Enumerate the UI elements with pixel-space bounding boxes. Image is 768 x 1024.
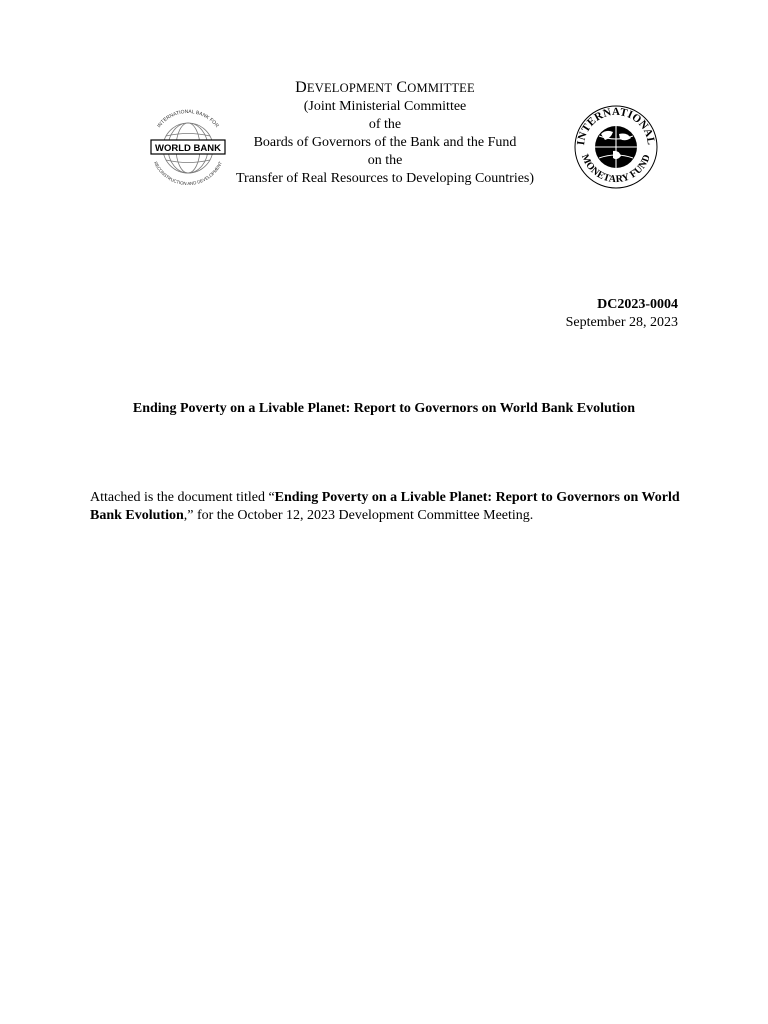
header-line: of the	[368, 117, 402, 132]
imf-ring-top-text: INTERNATIONAL	[575, 105, 658, 146]
header-line: Boards of Governors of the Bank and the Fund	[253, 135, 517, 150]
committee-title	[200, 78, 570, 98]
body-text-suffix: ,” for the October 12, 2023 Development Committee Meeting.	[183, 508, 534, 523]
title-initial-c: C	[396, 79, 408, 96]
document-reference	[566, 296, 678, 332]
document-number: DC2023-0004	[597, 297, 678, 312]
header-line: Transfer of Real Resources to Developing Countries)	[235, 171, 535, 186]
report-title: Ending Poverty on a Livable Planet: Report to Governors on World Bank Evolution	[132, 401, 636, 416]
header-line: on the	[367, 153, 403, 168]
title-rest-committee: OMMITTEE	[407, 81, 475, 95]
committee-header	[200, 78, 570, 188]
imf-globe-icon	[595, 126, 637, 168]
world-bank-ring-top-text: INTERNATIONAL BANK FOR	[156, 108, 220, 129]
body-text-prefix: Attached is the document titled “	[90, 490, 275, 505]
imf-logo	[573, 104, 659, 190]
world-bank-ring-bottom-text: RECONSTRUCTION AND DEVELOPMENT	[153, 160, 223, 187]
body-paragraph	[90, 489, 680, 525]
title-initial-d: D	[295, 79, 307, 96]
document-date: September 28, 2023	[565, 315, 678, 330]
world-bank-logo-text: WORLD BANK	[155, 143, 221, 154]
body-text-bold-title: Ending Poverty on a Livable Planet: Report to Governors on World Bank Evolution	[90, 490, 680, 523]
header-line: (Joint Ministerial Committee	[303, 99, 467, 114]
title-rest-development: EVELOPMENT	[306, 81, 393, 95]
imf-ring-bottom-text: MONETARY FUND	[578, 152, 653, 186]
